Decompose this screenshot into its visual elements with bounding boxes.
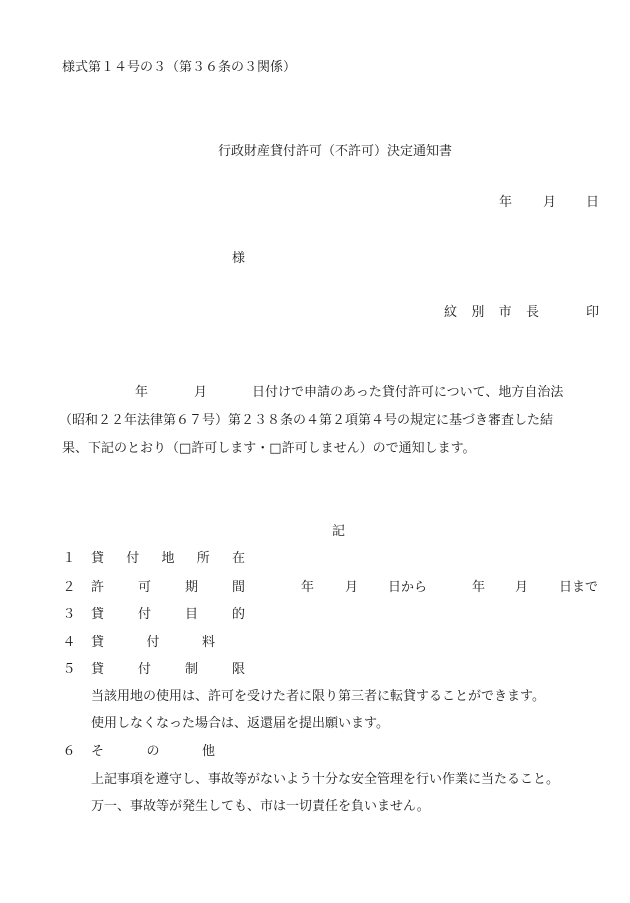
- other-note: 万一、事故等が発生しても、市は一切責任を負いません。: [91, 799, 430, 814]
- item-label-char: 許: [91, 580, 105, 595]
- period-from-month: 月: [345, 580, 359, 595]
- item-number: ２: [62, 580, 76, 595]
- item-label-char: 所: [196, 551, 210, 566]
- item-label-char: 付: [137, 607, 151, 622]
- body-year: 年: [135, 385, 149, 400]
- body-month: 月: [194, 385, 208, 400]
- item-label: [91, 636, 215, 649]
- form-number: 様式第１４号の３（第３６条の３関係）: [62, 60, 297, 75]
- item-label-char: 限: [231, 662, 245, 677]
- period-from-day: 日から: [388, 580, 428, 595]
- period-to-day: 日まで: [559, 580, 599, 595]
- item-label-char: 貸: [91, 635, 105, 650]
- issuer-char: 長: [525, 305, 539, 320]
- issuer-char: 別: [471, 305, 485, 320]
- item-label-char: 付: [146, 635, 160, 650]
- item-number: ６: [62, 744, 76, 759]
- item-number: ５: [62, 662, 76, 677]
- item-label-char: 的: [231, 607, 245, 622]
- issuer-char: 市: [498, 305, 512, 320]
- date-day: 日: [586, 195, 600, 210]
- item-label-char: 他: [201, 744, 215, 759]
- item-label-char: 貸: [91, 662, 105, 677]
- item-label: [91, 581, 245, 594]
- item-label-char: 貸: [91, 551, 105, 566]
- item-label: [91, 552, 245, 565]
- issuer-title: [444, 306, 539, 319]
- issuer-char: 紋: [444, 305, 458, 320]
- body-line-1: 日付けで申請のあった貸付許可について、地方自治法: [252, 385, 564, 400]
- item-label: [91, 663, 245, 676]
- ki-heading: 記: [332, 524, 346, 539]
- item-label-char: 可: [137, 580, 151, 595]
- item-number: １: [62, 551, 76, 566]
- period-to-year: 年: [472, 580, 486, 595]
- body-line-2: （昭和２２年法律第６７号）第２３８条の４第２項第４号の規定に基づき審査した結: [59, 413, 554, 428]
- item-label-char: 貸: [91, 607, 105, 622]
- item-label-char: の: [146, 744, 160, 759]
- seal-mark: 印: [586, 305, 600, 320]
- item-number: ３: [62, 607, 76, 622]
- addressee-sama: 様: [232, 251, 246, 266]
- item-label-char: 料: [201, 635, 215, 650]
- restriction-note: 当該用地の使用は、許可を受けた者に限り第三者に転貸することができます。: [91, 689, 545, 704]
- restriction-note: 使用しなくなった場合は、返還届を提出願います。: [91, 716, 389, 731]
- item-label-char: 目: [184, 607, 198, 622]
- item-number: ４: [62, 635, 76, 650]
- item-label-char: 地: [161, 551, 175, 566]
- date-month: 月: [543, 195, 557, 210]
- document-title: 行政財産貸付許可（不許可）決定通知書: [218, 144, 453, 159]
- item-label-char: 在: [231, 551, 245, 566]
- period-from-year: 年: [301, 580, 315, 595]
- item-label-char: 付: [126, 551, 140, 566]
- other-note: 上記事項を遵守し、事故等がないよう十分な安全管理を行い作業に当たること。: [91, 772, 560, 787]
- body-line-3: 果、下記のとおり（□許可します・□許可しません）ので通知します。: [62, 441, 476, 456]
- item-label-char: 付: [137, 662, 151, 677]
- item-label-char: 期: [184, 580, 198, 595]
- item-label-char: そ: [91, 744, 105, 759]
- item-label: [91, 745, 215, 758]
- item-label-char: 間: [231, 580, 245, 595]
- item-label-char: 制: [184, 662, 198, 677]
- date-year: 年: [499, 195, 513, 210]
- item-label: [91, 608, 245, 621]
- period-to-month: 月: [515, 580, 529, 595]
